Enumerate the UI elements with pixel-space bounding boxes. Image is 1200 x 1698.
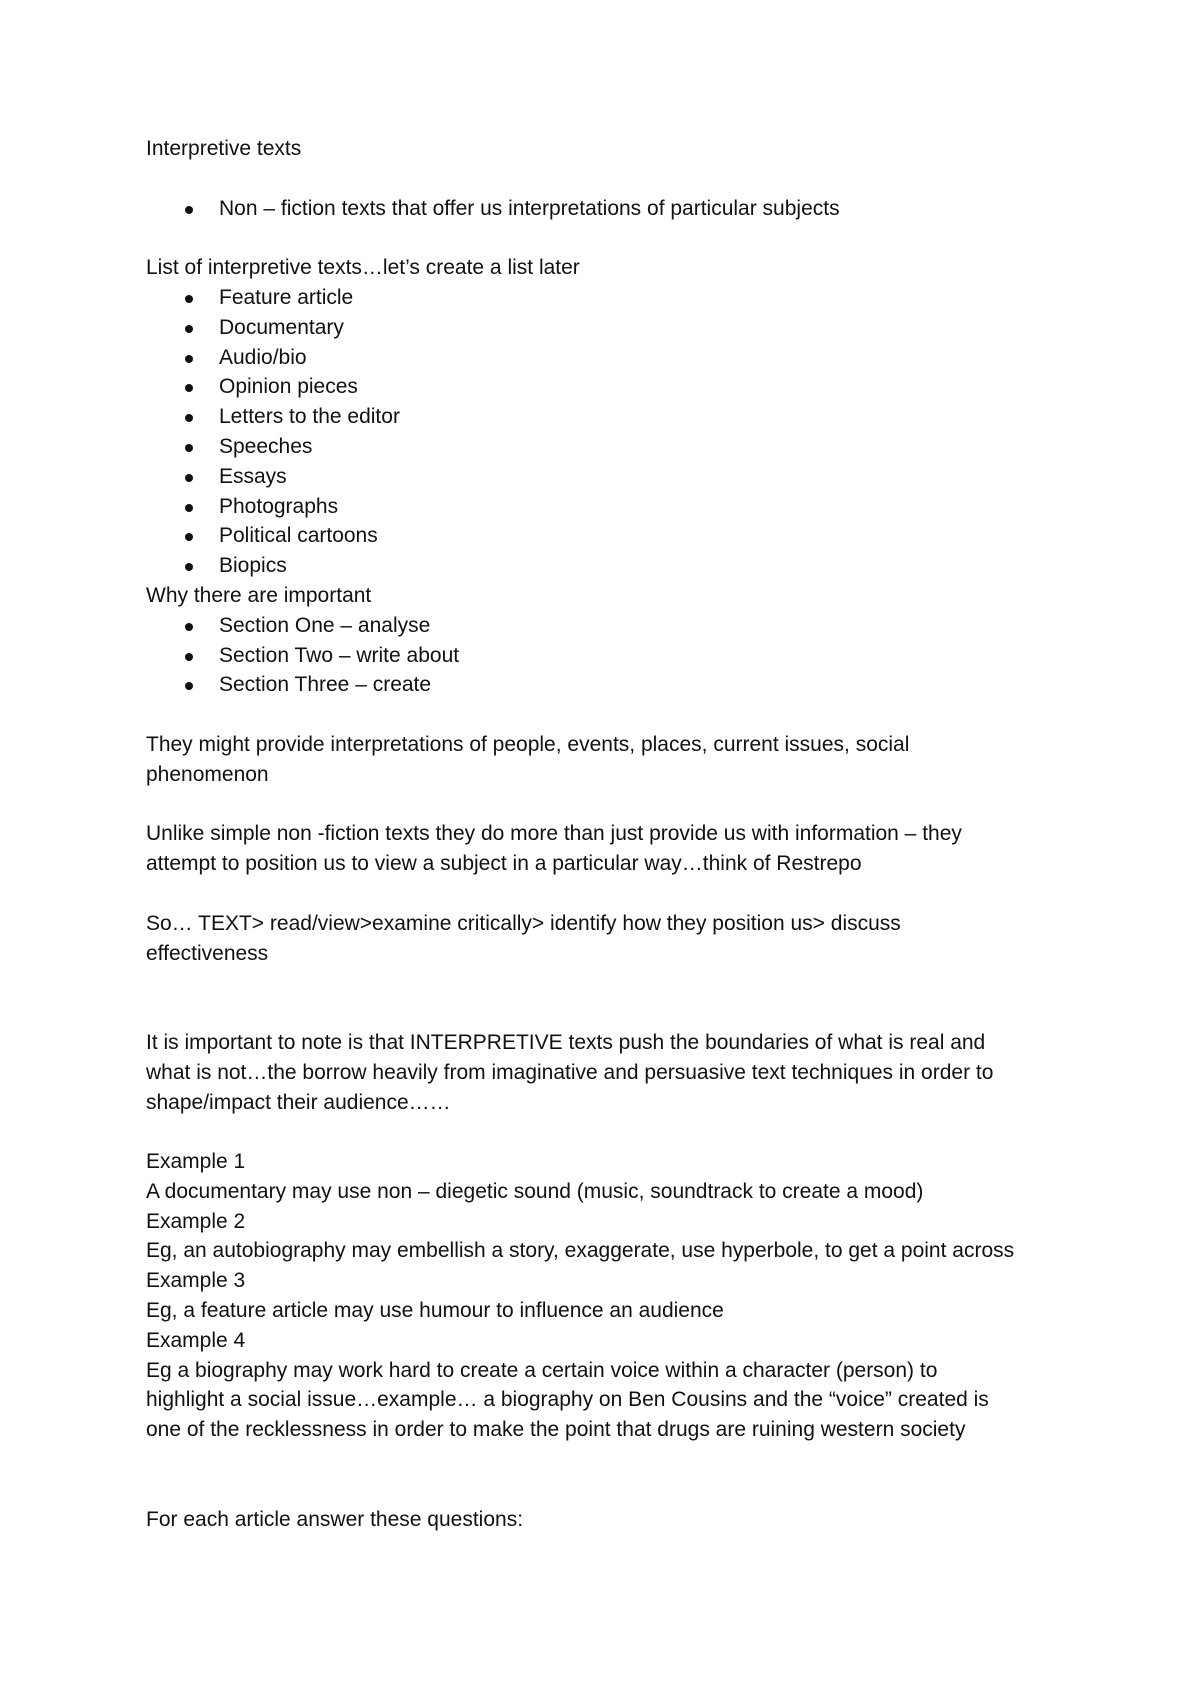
list-item-text: Audio/bio [219, 345, 307, 369]
example-text: Eg a biography may work hard to create a certain voice within a character (person) to [146, 1358, 938, 1382]
bullet-icon [185, 206, 193, 214]
bullet-icon [185, 653, 193, 661]
spacer [146, 790, 1086, 820]
list-item-text: Political cartoons [219, 524, 378, 548]
list-item-text: Photographs [219, 494, 339, 518]
bullet-icon [185, 384, 193, 392]
paragraph-line: effectiveness [146, 941, 269, 965]
list-item [146, 313, 1086, 343]
bullet-icon [185, 623, 193, 631]
list-item [146, 551, 1086, 581]
list-item [146, 402, 1086, 432]
spacer [146, 968, 1086, 1028]
paragraph-line: Unlike simple non -fiction texts they do more than just provide us with information – they [146, 822, 962, 846]
example-text: Eg, a feature article may use humour to influence an audience [146, 1299, 724, 1323]
bullet-icon [185, 414, 193, 422]
list-item [146, 194, 1086, 224]
example-label: Example 4 [146, 1328, 246, 1352]
list-item-text: Feature article [219, 285, 354, 309]
paragraph-line: shape/impact their audience…… [146, 1090, 451, 1114]
list-item [146, 283, 1086, 313]
definition-list [146, 194, 1086, 224]
example-text: one of the recklessness in order to make the point that drugs are ruining western society [146, 1418, 966, 1442]
paragraph-line: what is not…the borrow heavily from imaginative and persuasive text techniques in order to [146, 1060, 994, 1084]
example-text: highlight a social issue…example… a biography on Ben Cousins and the “voice” created is [146, 1388, 989, 1412]
bullet-icon [185, 682, 193, 690]
spacer [146, 879, 1086, 909]
paragraph-unlike [146, 819, 1086, 879]
closing-prompt: For each article answer these questions: [146, 1507, 524, 1531]
list-item-text: Non – fiction texts that offer us interpretations of particular subjects [219, 196, 840, 220]
example-label: Example 1 [146, 1150, 246, 1174]
examples-block [146, 1147, 1086, 1445]
bullet-icon [185, 474, 193, 482]
bullet-icon [185, 533, 193, 541]
why-heading: Why there are important [146, 583, 372, 607]
list-item-text: Essays [219, 464, 287, 488]
list-heading: List of interpretive texts…let’s create a list later [146, 256, 580, 280]
list-item [146, 521, 1086, 551]
list-item-text: Speeches [219, 434, 313, 458]
paragraph-line: phenomenon [146, 762, 269, 786]
document-title: Interpretive texts [146, 137, 302, 160]
bullet-icon [185, 325, 193, 333]
bullet-icon [185, 355, 193, 363]
paragraph-process [146, 909, 1086, 969]
list-item [146, 492, 1086, 522]
spacer [146, 164, 1086, 194]
list-item-text: Section Three – create [219, 673, 432, 697]
list-item [146, 432, 1086, 462]
paragraph-line: They might provide interpretations of people, events, places, current issues, social [146, 732, 910, 756]
interpretive-texts-list [146, 283, 1086, 581]
list-item [146, 343, 1086, 373]
example-text: A documentary may use non – diegetic sound (music, soundtrack to create a mood) [146, 1179, 924, 1203]
spacer [146, 700, 1086, 730]
paragraph-important [146, 1028, 1086, 1117]
example-label: Example 2 [146, 1209, 246, 1233]
spacer [146, 1117, 1086, 1147]
list-item [146, 372, 1086, 402]
spacer [146, 1445, 1086, 1505]
paragraph-line: attempt to position us to view a subject in a particular way…think of Restrepo [146, 852, 862, 876]
bullet-icon [185, 444, 193, 452]
spacer [146, 223, 1086, 253]
example-text: Eg, an autobiography may embellish a story, exaggerate, use hyperbole, to get a point across [146, 1239, 1015, 1263]
bullet-icon [185, 563, 193, 571]
list-item-text: Documentary [219, 315, 344, 339]
document-page [146, 134, 1086, 1534]
list-item [146, 462, 1086, 492]
paragraph-line: It is important to note is that INTERPRETIVE texts push the boundaries of what is real and [146, 1030, 986, 1054]
list-item-text: Letters to the editor [219, 405, 400, 429]
paragraph-line: So… TEXT> read/view>examine critically> identify how they position us> discuss [146, 911, 901, 935]
list-item [146, 641, 1086, 671]
list-item [146, 611, 1086, 641]
list-item-text: Section Two – write about [219, 643, 460, 667]
list-item-text: Opinion pieces [219, 375, 358, 399]
paragraph-interpretations [146, 730, 1086, 790]
list-item [146, 670, 1086, 700]
list-item-text: Biopics [219, 554, 287, 578]
bullet-icon [185, 295, 193, 303]
bullet-icon [185, 504, 193, 512]
sections-list [146, 611, 1086, 700]
list-item-text: Section One – analyse [219, 613, 431, 637]
example-label: Example 3 [146, 1269, 246, 1293]
